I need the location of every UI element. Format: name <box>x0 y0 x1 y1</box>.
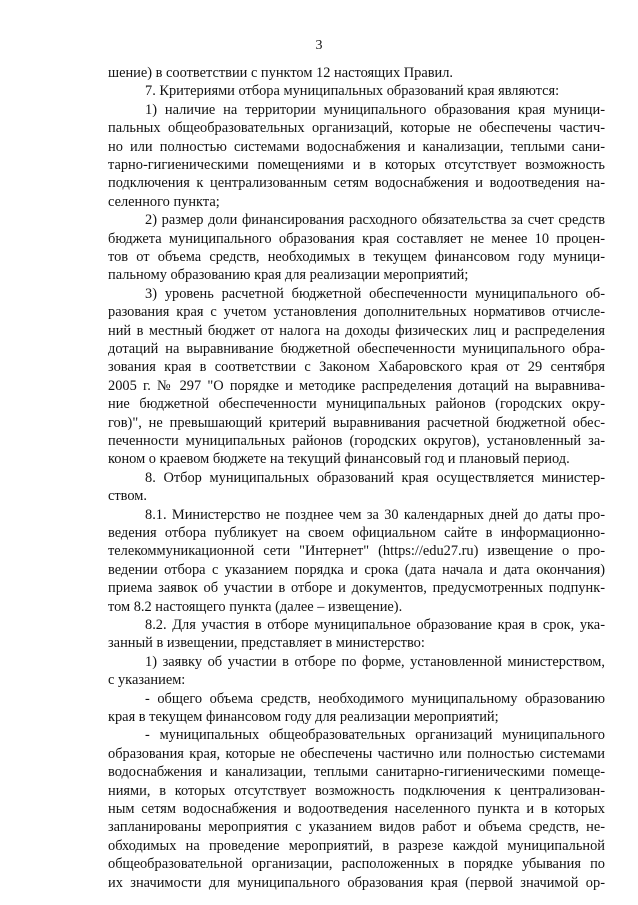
text-line: 1) заявку об участии в отборе по форме, установленной министерством, <box>145 653 605 670</box>
text-line: бюджета муниципального образования края составляет не менее 10 процен- <box>108 230 605 247</box>
text-line: 2005 г. № 297 "О порядке и методике распределения дотаций на выравнива- <box>108 377 605 394</box>
text-line: но или полностью системами водоснабжения и канализации, теплыми сани- <box>108 138 605 155</box>
text-line: - общего объема средств, необходимого муниципальному образованию <box>145 690 605 707</box>
text-line: пальных общеобразовательных организаций, которые не обеспечены частич- <box>108 120 605 137</box>
text-line: 3) уровень расчетной бюджетной обеспеченности муниципального об- <box>145 285 605 302</box>
text-line: 1) наличие на территории муниципального образования края муници- <box>145 101 605 118</box>
text-line: дотаций на выравнивание бюджетной обеспеченности муниципального обра- <box>108 341 605 357</box>
text-line: шение) в соответствии с пунктом 12 настоящих Правил. <box>108 65 453 81</box>
text-line: тарно-гигиеническими помещениями и в которых отсутствует возможность <box>108 157 605 173</box>
text-line: пальному образованию края для реализации мероприятий; <box>108 267 469 284</box>
text-line: - муниципальных общеобразовательных организаций муниципального <box>145 727 605 744</box>
text-line: ний в местный бюджет от налога на доходы физических лиц и распределения <box>108 322 605 339</box>
text-line: обходимых на проведение мероприятий, в разрезе каждой муниципальной <box>108 837 605 854</box>
text-line: телекоммуникационной сети "Интернет" (https://edu27.ru) извещение о про- <box>108 543 605 560</box>
text-line: печенности муниципальных районов (городских округов), установленный за- <box>108 433 605 449</box>
text-line: с указанием: <box>108 672 186 689</box>
text-line: их значимости для муниципального образования края (первой значимой ор- <box>108 874 605 891</box>
text-line: коном о краевом бюджете на текущий финансовый год и плановый период. <box>108 451 570 468</box>
text-line: ние бюджетной обеспеченности муниципальных районов (городских окру- <box>108 396 605 413</box>
text-line: гов)", не превышающий критерий выравнивания расчетной бюджетной обес- <box>108 414 605 431</box>
text-line: приема заявок об участии в отборе и документов, предусмотренных подпунк- <box>108 580 605 597</box>
text-line: занный в извещении, представляет в министерство: <box>108 635 425 652</box>
text-line: общеобразовательной организации, расположенных в порядке убывания по <box>108 856 605 873</box>
text-line: подключения к централизованным сетям водоснабжения и водоотведения на- <box>108 175 605 192</box>
text-line: тов от объема средств, необходимых в текущем финансовом году муници- <box>108 249 605 265</box>
text-line: образования края, которые не обеспечены частично или полностью системами <box>108 745 605 762</box>
text-line: 8.2. Для участия в отборе муниципальное образование края в срок, ука- <box>145 617 605 633</box>
text-line: края в текущем финансовом году для реализации мероприятий; <box>108 709 499 725</box>
text-line: том 8.2 настоящего пункта (далее – извещение). <box>108 598 403 615</box>
text-line: ведении отбора с указанием порядка и срока (дата начала и дата окончания) <box>108 561 605 578</box>
text-line: 2) размер доли финансирования расходного обязательства за счет средств <box>145 212 605 229</box>
text-line: 7. Критериями отбора муниципальных образований края являются: <box>145 83 560 100</box>
text-line: водоснабжения и канализации, теплыми санитарно-гигиеническими помеще- <box>108 764 605 781</box>
text-line: ным сетям водоснабжения и водоотведения населенного пункта и в которых <box>108 801 605 817</box>
text-line: зования края в соответствии с Законом Хабаровского края от 29 сентября <box>108 359 605 376</box>
text-line: разования края с учетом установления дополнительных нормативов отчисле- <box>108 304 605 321</box>
text-line: ведения отбора публикует на своем официальном сайте в информационно- <box>108 525 605 541</box>
text-line: ством. <box>108 488 147 505</box>
text-line: 8. Отбор муниципальных образований края осуществляется министер- <box>145 469 605 486</box>
text-line: селенного пункта; <box>108 193 220 210</box>
text-line: ниями, в которых отсутствует возможность подключения к централизован- <box>108 782 605 799</box>
page-number: 3 <box>315 38 323 53</box>
text-line: 8.1. Министерство не позднее чем за 30 календарных дней до даты про- <box>145 506 605 523</box>
text-line: запланированы мероприятия с указанием видов работ и объема средств, не- <box>108 819 605 836</box>
